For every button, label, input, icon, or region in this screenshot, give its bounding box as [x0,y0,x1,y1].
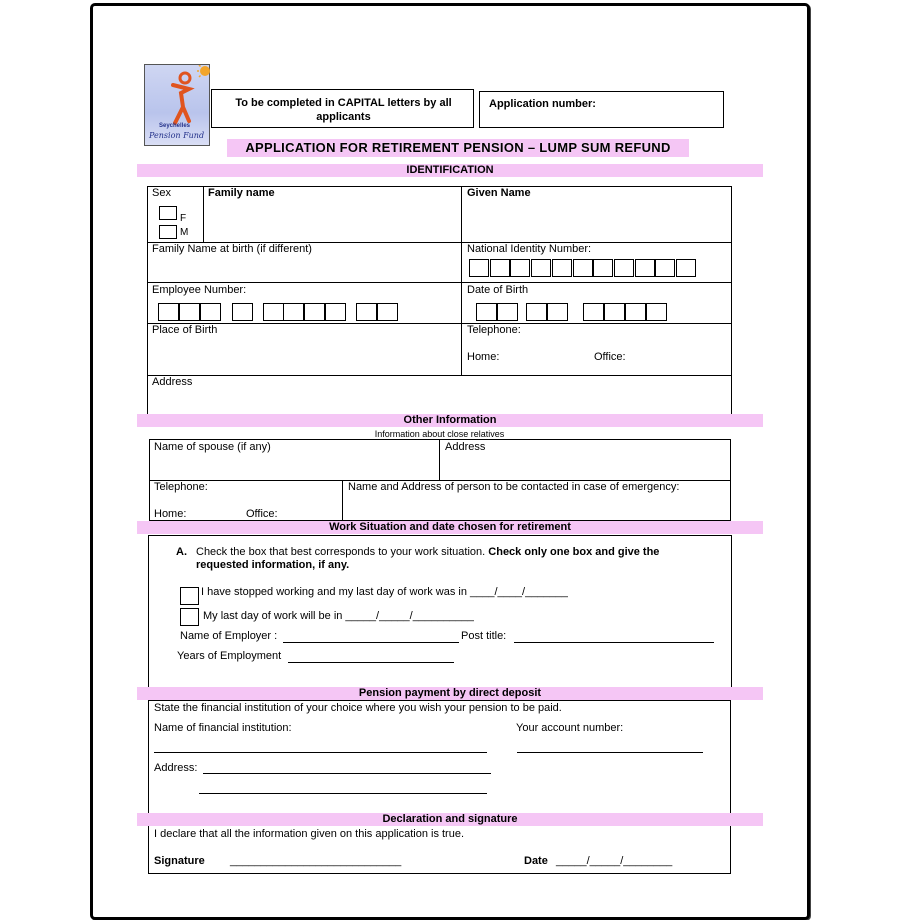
post-title-label: Post title: [461,630,507,642]
employee-number-digit-box-5[interactable] [263,303,284,321]
national-id-digit-box-6[interactable] [573,259,593,277]
relative-office-label: Office: [246,508,278,520]
employer-label: Name of Employer : [180,630,278,642]
employee-number-digit-box-9[interactable] [356,303,377,321]
employee-number-digit-box-8[interactable] [325,303,346,321]
national-id-digit-box-2[interactable] [490,259,510,277]
family-name-label: Family name [208,187,275,199]
item-a-letter: A. [176,546,187,558]
section2-heading: Other Information [137,414,763,427]
deposit-intro: State the financial institution of your choice where you wish your pension to be paid. [154,702,562,714]
deposit-address-line-2[interactable] [199,793,487,794]
family-name-birth-label: Family Name at birth (if different) [152,243,312,255]
date-of-birth-digit-box-6[interactable] [604,303,625,321]
national-id-label: National Identity Number: [467,243,592,255]
signature-line[interactable]: ____________________________ [230,855,402,867]
pension-fund-logo [144,64,210,146]
date-line[interactable]: _____/_____/________ [556,855,673,867]
national-id-digit-box-8[interactable] [614,259,634,277]
section5-heading: Declaration and signature [137,813,763,826]
spouse-address-label: Address [445,441,486,453]
signature-label: Signature [154,855,205,867]
employer-line[interactable] [283,642,459,643]
date-of-birth-digit-box-7[interactable] [625,303,646,321]
date-of-birth-digit-box-2[interactable] [497,303,518,321]
relative-home-label: Home: [154,508,187,520]
national-id-digit-box-7[interactable] [593,259,613,277]
last-day-checkbox[interactable] [180,608,199,626]
spouse-label: Name of spouse (if any) [154,441,271,453]
national-id-digit-box-3[interactable] [510,259,530,277]
date-of-birth-digit-box-8[interactable] [646,303,667,321]
national-id-digit-box-1[interactable] [469,259,489,277]
stopped-working-checkbox[interactable] [180,587,199,605]
declaration-text: I declare that all the information given on this application is true. [154,828,465,840]
telephone-label: Telephone: [467,324,521,336]
sex-m-label: M [180,227,189,238]
section4-heading: Pension payment by direct deposit [137,687,763,700]
address-label: Address [152,376,193,388]
employee-number-digit-box-10[interactable] [377,303,398,321]
employee-number-digit-box-6[interactable] [283,303,304,321]
application-number-box[interactable] [479,91,724,128]
employee-number-digit-box-3[interactable] [200,303,221,321]
item-a-text: Check the box that best corresponds to your work situation. Check only one box and give the [196,546,660,558]
last-day-label: My last day of work will be in _____/_____/__________ [203,610,474,622]
office-label: Office: [594,351,626,363]
national-id-digit-box-10[interactable] [655,259,675,277]
sex-label: Sex [152,187,171,199]
date-label: Date [524,855,548,867]
employee-number-digit-box-4[interactable] [232,303,253,321]
form-title: APPLICATION FOR RETIREMENT PENSION – LUMP SUM REFUND [227,139,689,157]
deposit-address-line-1[interactable] [203,773,491,774]
given-name-label: Given Name [467,187,531,199]
form-page [90,3,810,920]
item-a-text-cont: requested information, if any. [196,559,350,571]
date-of-birth-label: Date of Birth [467,284,529,296]
years-employment-line[interactable] [288,662,454,663]
capital-note: To be completed in CAPITAL letters by all applicants [235,97,452,123]
logo-text-seychelles: Seychelles [159,123,191,129]
section1-heading: IDENTIFICATION [137,164,763,177]
capital-note-box [211,89,474,128]
national-id-digit-box-4[interactable] [531,259,551,277]
identification-table [147,186,732,415]
home-label: Home: [467,351,500,363]
date-of-birth-digit-box-3[interactable] [526,303,547,321]
national-id-digit-box-5[interactable] [552,259,572,277]
employee-number-digit-box-7[interactable] [304,303,325,321]
relative-telephone-label: Telephone: [154,481,208,493]
section2-subheading: Information about close relatives [374,429,505,439]
direct-deposit-box [148,700,731,814]
employee-number-label: Employee Number: [152,284,247,296]
stopped-working-label: I have stopped working and my last day of work was in ____/____/_______ [201,586,568,598]
emergency-contact-label: Name and Address of person to be contacted in case of emergency: [348,481,680,493]
institution-line[interactable] [154,752,487,753]
sex-f-label: F [180,213,187,224]
date-of-birth-digit-box-1[interactable] [476,303,497,321]
application-number-label: Application number: [489,98,596,110]
account-label: Your account number: [516,722,624,734]
national-id-digit-box-9[interactable] [635,259,655,277]
logo-text-pension-fund: Pension Fund [149,131,205,140]
sex-f-checkbox[interactable] [159,206,177,220]
employee-number-digit-box-1[interactable] [158,303,179,321]
place-of-birth-label: Place of Birth [152,324,218,336]
years-employment-label: Years of Employment [177,650,282,662]
section3-heading: Work Situation and date chosen for retirement [137,521,763,534]
employee-number-digit-box-2[interactable] [179,303,200,321]
date-of-birth-digit-box-5[interactable] [583,303,604,321]
deposit-address-label: Address: [154,762,198,774]
institution-label: Name of financial institution: [154,722,292,734]
post-title-line[interactable] [514,642,714,643]
account-line[interactable] [517,752,703,753]
sex-m-checkbox[interactable] [159,225,177,239]
date-of-birth-digit-box-4[interactable] [547,303,568,321]
national-id-digit-box-11[interactable] [676,259,696,277]
